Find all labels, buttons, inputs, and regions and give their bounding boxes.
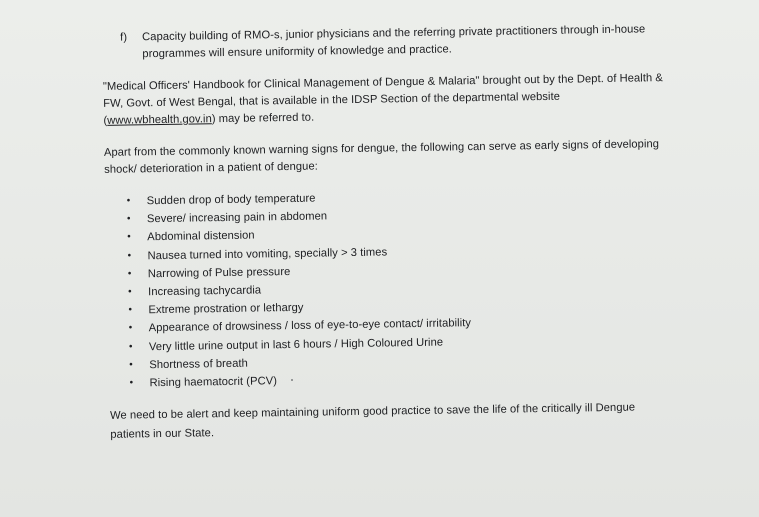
- handbook-text-start: "Medical Officers' Handbook for Clinical Management of Dengue & Malaria" brought out by the Dept. of Health & FW, Govt. of West Bengal, that is available in the IDSP Section of the departmental website (: [102, 72, 663, 127]
- bullet-icon: •: [127, 231, 131, 243]
- bullet-icon: •: [128, 286, 132, 298]
- warning-sign-text: Extreme prostration or lethargy: [148, 301, 304, 317]
- list-item-f: [120, 21, 676, 64]
- item-marker: f): [120, 31, 128, 44]
- bullet-icon: •: [126, 195, 131, 207]
- bullet-icon: •: [129, 359, 133, 371]
- bullet-icon: •: [129, 377, 134, 389]
- bullet-icon: •: [128, 341, 133, 353]
- website-link: www.wbhealth.gov.in: [107, 113, 212, 127]
- warning-signs-intro: Apart from the commonly known warning signs for dengue, the following can serve as early signs of developing shock/ deterioration in a patient of dengue:: [103, 138, 660, 176]
- closing-paragraph: We need to be alert and keep maintaining uniform good practice to save the life of the critically ill Dengue patients in our State.: [109, 401, 636, 442]
- document-body: [96, 21, 682, 445]
- warning-signs-list: [99, 184, 682, 393]
- bullet-icon: •: [127, 250, 132, 262]
- warning-sign-text: Rising haematocrit (PCV): [149, 375, 278, 390]
- warning-sign-text: Narrowing of Pulse pressure: [147, 265, 291, 281]
- warning-sign-text: Appearance of drowsiness / loss of eye-to-eye contact/ irritability: [148, 317, 472, 335]
- warning-sign-text: Abdominal distension: [147, 229, 255, 244]
- bullet-icon: •: [127, 268, 132, 280]
- item-f-text: Capacity building of RMO-s, junior physicians and the referring private practitioners through in-house programmes will ensure uniformity of knowledge and practice.: [142, 23, 646, 61]
- warning-sign-text: Nausea turned into vomiting, specially > 3 times: [147, 246, 388, 262]
- handbook-text-end: ) may be referred to.: [211, 111, 315, 126]
- warning-sign-text: Sudden drop of body temperature: [146, 192, 316, 208]
- handbook-paragraph: [103, 70, 668, 130]
- bullet-icon: •: [128, 304, 133, 316]
- scan-speck: [291, 379, 293, 381]
- bullet-icon: •: [128, 322, 133, 334]
- warning-sign-text: Very little urine output in last 6 hours / High Coloured Urine: [148, 336, 444, 353]
- warning-sign-text: Increasing tachycardia: [148, 284, 262, 299]
- bullet-icon: •: [126, 213, 131, 225]
- warning-sign-text: Shortness of breath: [149, 357, 248, 372]
- warning-sign-text: Severe/ increasing pain in abdomen: [146, 210, 328, 226]
